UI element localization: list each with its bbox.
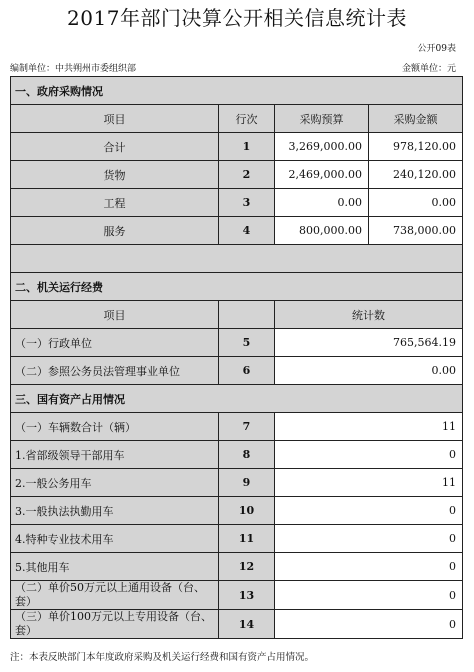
row-line: 11 xyxy=(219,525,275,553)
row-budget: 3,269,000.00 xyxy=(275,133,369,161)
section-title-state-assets: 三、国有资产占用情况 xyxy=(11,385,463,413)
row-value: 11 xyxy=(275,413,463,441)
table-row xyxy=(11,357,463,385)
col-header-line: 行次 xyxy=(219,105,275,133)
table-row xyxy=(11,133,463,161)
col-header-line-empty xyxy=(219,301,275,329)
row-amount: 0.00 xyxy=(369,189,463,217)
table-row xyxy=(11,413,463,441)
row-line: 4 xyxy=(219,217,275,245)
row-line: 9 xyxy=(219,469,275,497)
row-value: 0 xyxy=(275,553,463,581)
row-amount: 738,000.00 xyxy=(369,217,463,245)
row-item: 3.一般执法执勤用车 xyxy=(11,497,219,525)
row-line: 14 xyxy=(219,610,275,639)
row-line: 1 xyxy=(219,133,275,161)
table-row xyxy=(11,217,463,245)
row-line: 10 xyxy=(219,497,275,525)
row-budget: 2,469,000.00 xyxy=(275,161,369,189)
row-line: 7 xyxy=(219,413,275,441)
blank-cell xyxy=(11,245,463,273)
row-amount: 240,120.00 xyxy=(369,161,463,189)
row-item: 5.其他用车 xyxy=(11,553,219,581)
form-code: 公开09表 xyxy=(417,44,456,54)
section-title-operating-expenses: 二、机关运行经费 xyxy=(11,273,463,301)
row-item: 合计 xyxy=(11,133,219,161)
table-row xyxy=(11,469,463,497)
column-header-row xyxy=(11,301,463,329)
blank-row xyxy=(11,245,463,273)
row-line: 8 xyxy=(219,441,275,469)
compiling-unit: 编制单位：中共朔州市委组织部 xyxy=(10,64,137,74)
table-row xyxy=(11,553,463,581)
row-value: 0 xyxy=(275,525,463,553)
section-header xyxy=(11,385,463,413)
table-row xyxy=(11,497,463,525)
table-row xyxy=(11,581,463,610)
row-value: 0 xyxy=(275,497,463,525)
amount-unit: 金额单位：元 xyxy=(401,64,456,74)
row-line: 13 xyxy=(219,581,275,610)
section-title-procurement: 一、政府采购情况 xyxy=(11,77,463,105)
row-item: （一）行政单位 xyxy=(11,329,219,357)
col-header-stat: 统计数 xyxy=(275,301,463,329)
row-budget: 0.00 xyxy=(275,189,369,217)
row-line: 12 xyxy=(219,553,275,581)
row-item: （二）单价50万元以上通用设备（台、套） xyxy=(11,581,219,610)
row-value: 0.00 xyxy=(275,357,463,385)
table-row xyxy=(11,610,463,639)
row-value: 11 xyxy=(275,469,463,497)
row-value: 0 xyxy=(275,441,463,469)
row-value: 0 xyxy=(275,610,463,639)
row-item: 1.省部级领导干部用车 xyxy=(11,441,219,469)
row-item: （三）单价100万元以上专用设备（台、套） xyxy=(11,610,219,639)
row-value: 0 xyxy=(275,581,463,610)
row-line: 2 xyxy=(219,161,275,189)
row-budget: 800,000.00 xyxy=(275,217,369,245)
footnote: 注：本表反映部门本年度政府采购及机关运行经费和国有资产占用情况。 xyxy=(10,652,315,663)
statistics-table xyxy=(10,76,463,639)
report-title: 2017年部门决算公开相关信息统计表 xyxy=(67,6,407,30)
row-item: 货物 xyxy=(11,161,219,189)
row-item: （二）参照公务员法管理事业单位 xyxy=(11,357,219,385)
row-item: 工程 xyxy=(11,189,219,217)
table-row xyxy=(11,329,463,357)
table-row xyxy=(11,161,463,189)
row-amount: 978,120.00 xyxy=(369,133,463,161)
col-header-item: 项目 xyxy=(11,301,219,329)
row-line: 5 xyxy=(219,329,275,357)
col-header-amount: 采购金额 xyxy=(369,105,463,133)
row-item: 4.特种专业技术用车 xyxy=(11,525,219,553)
row-item: 服务 xyxy=(11,217,219,245)
row-value: 765,564.19 xyxy=(275,329,463,357)
row-line: 3 xyxy=(219,189,275,217)
table-row xyxy=(11,525,463,553)
row-item: （一）车辆数合计（辆） xyxy=(11,413,219,441)
table-row xyxy=(11,189,463,217)
table-row xyxy=(11,441,463,469)
col-header-item: 项目 xyxy=(11,105,219,133)
row-item: 2.一般公务用车 xyxy=(11,469,219,497)
row-line: 6 xyxy=(219,357,275,385)
section-header xyxy=(11,77,463,105)
section-header xyxy=(11,273,463,301)
column-header-row xyxy=(11,105,463,133)
col-header-budget: 采购预算 xyxy=(275,105,369,133)
